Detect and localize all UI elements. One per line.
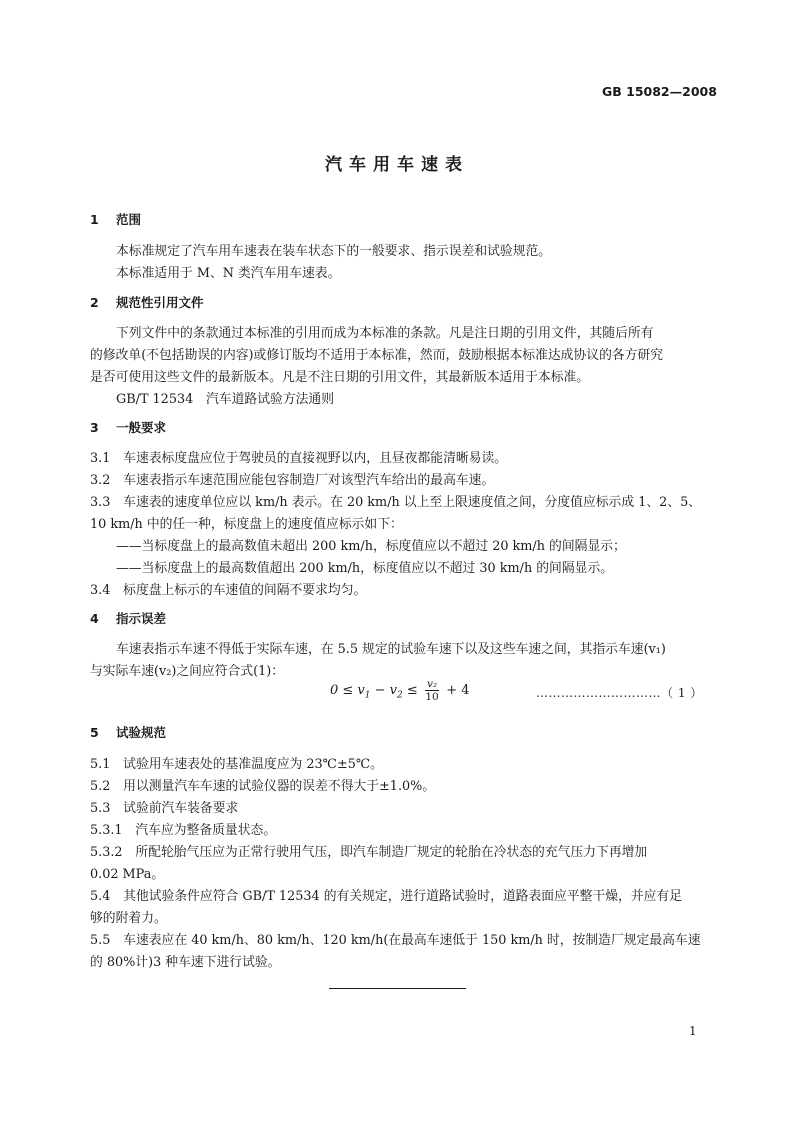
section-1-heading — [90, 210, 141, 228]
formula-minus: − v — [370, 683, 398, 698]
section-number: 2 — [90, 295, 99, 310]
section-4-heading — [90, 609, 166, 627]
section-title: 范围 — [116, 212, 142, 227]
section-title: 规范性引用文件 — [116, 295, 204, 310]
paragraph: 是否可使用这些文件的最新版本。凡是不注日期的引用文件，其最新版本适用于本标准。 — [90, 370, 590, 385]
section-number: 3 — [90, 420, 99, 435]
section-2-heading — [90, 293, 204, 311]
formula-le: ≤ — [402, 683, 422, 698]
clause-5-4: 5.4 其他试验条件应符合 GB/T 12534 的有关规定，进行道路试验时，道路表面应平整干燥，并应有足 — [90, 889, 683, 904]
formula-number: …………………………（ 1 ） — [536, 686, 703, 700]
paragraph: 本标准规定了汽车用车速表在装车状态下的一般要求、指示误差和试验规范。 — [116, 244, 552, 259]
clause-5-2: 5.2 用以测量汽车车速的试验仪器的误差不得大于±1.0%。 — [90, 779, 436, 794]
clause-3-3: 3.3 车速表的速度单位应以 km/h 表示。在 20 km/h 以上至上限速度值之间，分度值应标示成 1、2、5、 — [90, 495, 702, 510]
paragraph: 车速表指示车速不得低于实际车速，在 5.5 规定的试验车速下以及这些车速之间，其指示车速(v₁) — [116, 642, 666, 657]
paragraph: 下列文件中的条款通过本标准的引用而成为本标准的条款。凡是注日期的引用文件，其随后所有 — [116, 326, 654, 341]
formula-plus: + 4 — [442, 683, 470, 698]
clause-5-4-cont: 够的附着力。 — [90, 911, 167, 926]
fraction-denominator: 10 — [425, 691, 439, 703]
section-title: 指示误差 — [116, 611, 167, 626]
section-3-heading — [90, 418, 166, 436]
fraction-numerator: v₂ — [426, 678, 438, 690]
section-number: 1 — [90, 212, 99, 227]
clause-3-2: 3.2 车速表指示车速范围应能包容制造厂对该型汽车给出的最高车速。 — [90, 473, 495, 488]
clause-3-4: 3.4 标度盘上标示的车速值的间隔不要求均匀。 — [90, 583, 367, 598]
clause-5-3-2: 5.3.2 所配轮胎气压应为正常行驶用气压，即汽车制造厂规定的轮胎在冷状态的充气压力下再增加 — [90, 845, 648, 860]
paragraph: 的修改单(不包括勘误的内容)或修订版均不适用于本标准，然而，鼓励根据本标准达成协议的各方研究 — [90, 348, 664, 363]
clause-5-3: 5.3 试验前汽车装备要求 — [90, 801, 239, 816]
paragraph: 与实际车速(v₂)之间应符合式(1)： — [90, 664, 285, 679]
end-rule — [329, 988, 466, 989]
clause-3-3-cont: 10 km/h 中的任一种，标度盘上的速度值应标示如下： — [90, 517, 403, 532]
reference-item: GB/T 12534 汽车道路试验方法通则 — [116, 392, 335, 407]
formula-subscript: 1 — [364, 690, 371, 701]
dash-item: ——当标度盘上的最高数值未超出 200 km/h，标度值应以不超过 20 km/h 的间隔显示； — [116, 539, 626, 554]
page-number: 1 — [689, 1024, 697, 1038]
section-title: 一般要求 — [116, 420, 167, 435]
clause-5-5: 5.5 车速表应在 40 km/h、80 km/h、120 km/h(在最高车速低于 150 km/h 时，按制造厂规定最高车速 — [90, 933, 701, 948]
clause-5-1: 5.1 试验用车速表处的基准温度应为 23℃±5℃。 — [90, 757, 383, 772]
section-number: 5 — [90, 725, 99, 740]
formula-1 — [330, 678, 470, 703]
standard-code: GB 15082—2008 — [602, 84, 717, 99]
formula-fraction — [425, 678, 439, 703]
section-5-heading — [90, 723, 166, 741]
clause-5-5-cont: 的 80%计)3 种车速下进行试验。 — [90, 955, 281, 970]
clause-3-1: 3.1 车速表标度盘应位于驾驶员的直接视野以内，且昼夜都能清晰易读。 — [90, 451, 508, 466]
formula-subscript: 2 — [397, 690, 403, 701]
section-title: 试验规范 — [116, 725, 167, 740]
page-title: 汽车用车速表 — [325, 155, 469, 175]
dash-item: ——当标度盘上的最高数值超出 200 km/h，标度值应以不超过 30 km/h 的间隔显示。 — [116, 561, 614, 576]
clause-5-3-1: 5.3.1 汽车应为整备质量状态。 — [90, 823, 277, 838]
formula-lhs: 0 ≤ v — [330, 683, 365, 698]
paragraph: 本标准适用于 M、N 类汽车用车速表。 — [116, 266, 341, 281]
clause-5-3-2-cont: 0.02 MPa。 — [90, 867, 165, 882]
section-number: 4 — [90, 611, 99, 626]
